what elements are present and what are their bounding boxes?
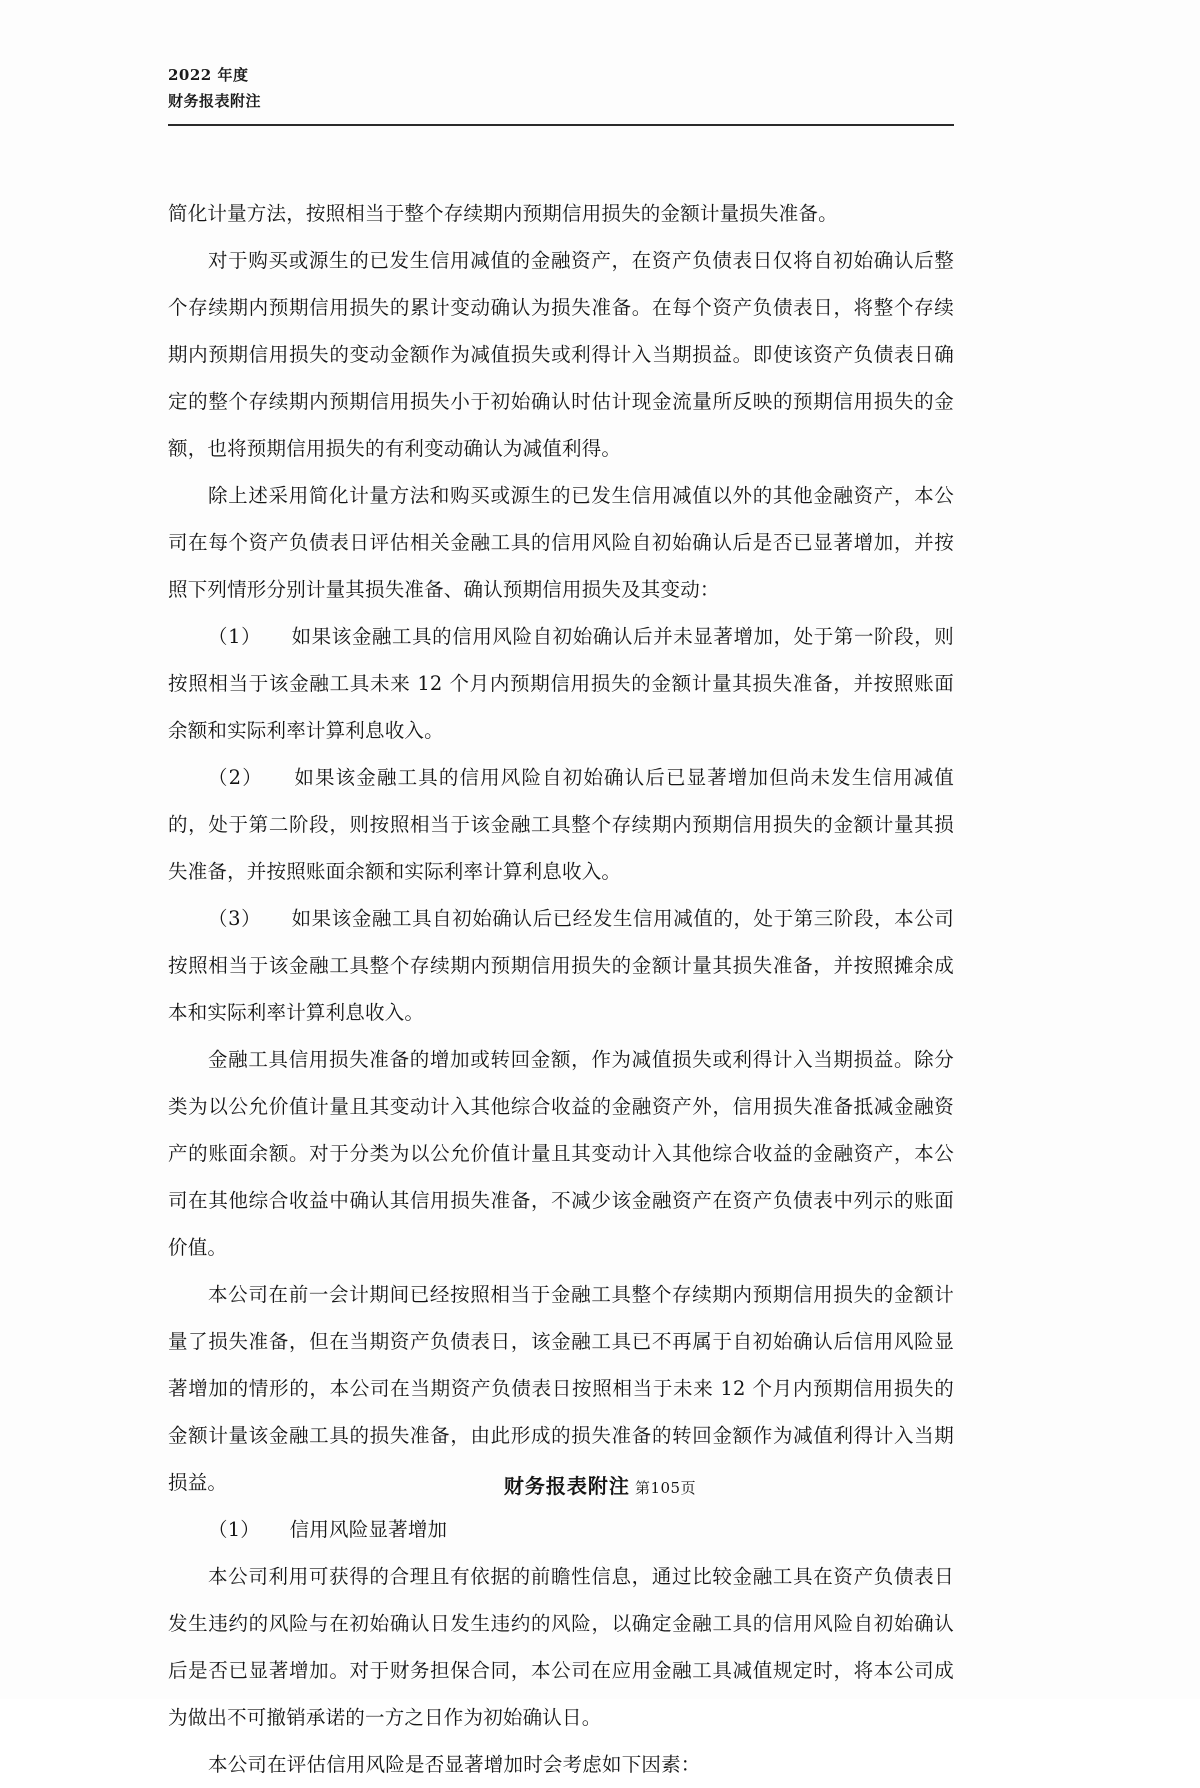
header-divider: [168, 124, 954, 126]
footer-page-number: 第105页: [634, 1479, 697, 1497]
paragraph-list-item: （1） 如果该金融工具的信用风险自初始确认后并未显著增加，处于第一阶段，则按照相当于该金融工具未来 12 个月内预期信用损失的金额计量其损失准备，并按照账面余额和实际利率计算利息收入。: [168, 625, 954, 742]
page-footer: [0, 1470, 1200, 1499]
paragraph-list-item: （2） 如果该金融工具的信用风险自初始确认后已显著增加但尚未发生信用减值的，处于第二阶段，则按照相当于该金融工具整个存续期内预期信用损失的金额计量其损失准备，并按照账面余额和实际利率计算利息收入。: [168, 766, 954, 883]
document-body: [168, 190, 954, 1788]
paragraph-list-item: （1） 信用风险显著增加: [208, 1518, 448, 1541]
page-header: [168, 62, 954, 114]
footer-title: 财务报表附注: [503, 1474, 630, 1498]
paragraph: 除上述采用简化计量方法和购买或源生的已发生信用减值以外的其他金融资产，本公司在每个资产负债表日评估相关金融工具的信用风险自初始确认后是否已显著增加，并按照下列情形分别计量其损失准备、确认预期信用损失及其变动：: [168, 484, 954, 601]
paragraph-list-item: （3） 如果该金融工具自初始确认后已经发生信用减值的，处于第三阶段，本公司按照相当于该金融工具整个存续期内预期信用损失的金额计量其损失准备，并按照摊余成本和实际利率计算利息收入。: [168, 907, 954, 1024]
header-year: 2022 年度: [168, 66, 249, 84]
paragraph: 本公司利用可获得的合理且有依据的前瞻性信息，通过比较金融工具在资产负债表日发生违约的风险与在初始确认日发生违约的风险，以确定金融工具的信用风险自初始确认后是否已显著增加。对于财务担保合同，本公司在应用金融工具减值规定时，将本公司成为做出不可撤销承诺的一方之日作为初始确认日。: [168, 1565, 954, 1729]
paragraph: 本公司在前一会计期间已经按照相当于金融工具整个存续期内预期信用损失的金额计量了损失准备，但在当期资产负债表日，该金融工具已不再属于自初始确认后信用风险显著增加的情形的，本公司在当期资产负债表日按照相当于未来 12 个月内预期信用损失的金额计量该金融工具的损失准备，由此形成的损失准备的转回金额作为减值利得计入当期损益。: [168, 1283, 954, 1494]
paragraph: 简化计量方法，按照相当于整个存续期内预期信用损失的金额计量损失准备。: [168, 202, 838, 225]
paragraph: 本公司在评估信用风险是否显著增加时会考虑如下因素：: [208, 1753, 701, 1776]
paragraph: 对于购买或源生的已发生信用减值的金融资产，在资产负债表日仅将自初始确认后整个存续期内预期信用损失的累计变动确认为损失准备。在每个资产负债表日，将整个存续期内预期信用损失的变动金额作为减值损失或利得计入当期损益。即使该资产负债表日确定的整个存续期内预期信用损失小于初始确认时估计现金流量所反映的预期信用损失的金额，也将预期信用损失的有利变动确认为减值利得。: [168, 249, 954, 460]
header-subtitle: 财务报表附注: [168, 92, 262, 110]
paragraph: 金融工具信用损失准备的增加或转回金额，作为减值损失或利得计入当期损益。除分类为以公允价值计量且其变动计入其他综合收益的金融资产外，信用损失准备抵减金融资产的账面余额。对于分类为以公允价值计量且其变动计入其他综合收益的金融资产，本公司在其他综合收益中确认其信用损失准备，不减少该金融资产在资产负债表中列示的账面价值。: [168, 1048, 954, 1259]
